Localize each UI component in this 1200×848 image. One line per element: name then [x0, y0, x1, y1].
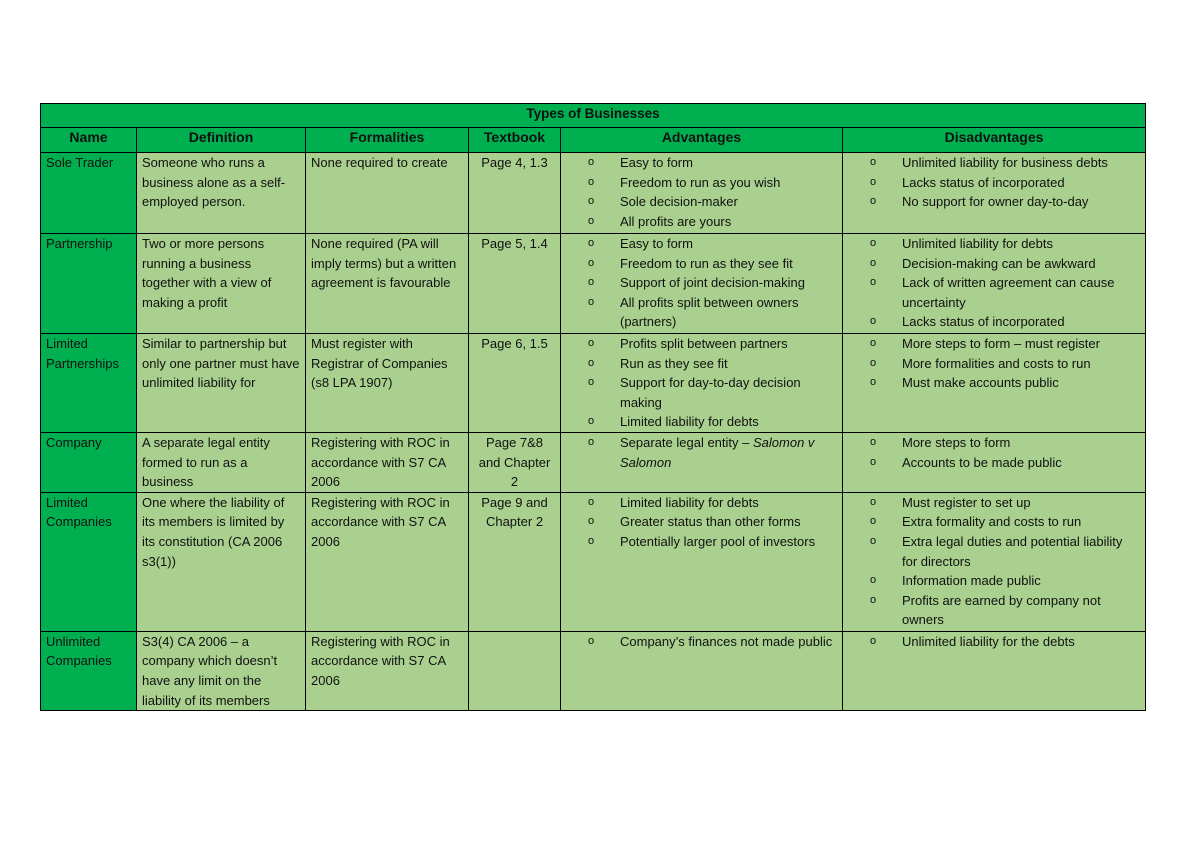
row-textbook-cell: Page 5, 1.4: [469, 234, 561, 334]
bullet-icon: o: [588, 195, 595, 208]
advantage-text: Freedom to run as they see fit: [620, 255, 793, 271]
row-textbook-cell: Page 4, 1.3: [469, 153, 561, 234]
disadvantage-text: Unlimited liability for business debts: [902, 155, 1108, 170]
bullet-icon: o: [588, 415, 595, 428]
disadvantage-text: Accounts to be made public: [902, 454, 1062, 470]
list-item: [566, 433, 837, 472]
header-textbook: Textbook: [469, 128, 561, 153]
advantages-list: [566, 334, 837, 432]
advantage-text: Potentially larger pool of investors: [620, 533, 816, 549]
bullet-icon: o: [870, 195, 877, 208]
list-item: [566, 153, 837, 173]
row-textbook-cell: [469, 631, 561, 710]
disadvantages-list: [848, 433, 1140, 472]
bullet-icon: o: [588, 237, 595, 249]
bullet-icon: o: [588, 534, 595, 547]
bullet-icon: o: [588, 214, 595, 227]
bullet-icon: o: [588, 156, 595, 168]
table-row: [41, 234, 1146, 334]
list-item: [566, 532, 837, 552]
advantage-text: Greater status than other forms: [620, 514, 801, 530]
disadvantage-text: Extra legal duties and potential liability for directors: [902, 533, 1123, 569]
advantages-list: [566, 632, 837, 652]
disadvantage-text: Must register to set up: [902, 494, 1031, 510]
row-advantages-cell: [561, 492, 843, 631]
row-name-cell: Limited Partnerships: [41, 334, 137, 433]
list-item: [848, 512, 1140, 532]
bullet-icon: o: [870, 276, 877, 289]
advantage-text: Limited liability for debts: [620, 414, 759, 430]
row-formalities-cell: Registering with ROC in accordance with S7 CA 2006: [306, 492, 469, 631]
advantages-list: [566, 234, 837, 332]
table-row: [41, 153, 1146, 234]
list-item: [848, 334, 1140, 354]
list-item: [848, 591, 1140, 630]
list-item: [848, 234, 1140, 254]
row-disadvantages-cell: [843, 492, 1146, 631]
bullet-icon: o: [870, 356, 877, 369]
bullet-icon: o: [870, 634, 877, 647]
list-item: [566, 412, 837, 432]
advantage-text: Easy to form: [620, 155, 693, 170]
list-item: [848, 532, 1140, 571]
row-textbook-cell: Page 9 and Chapter 2: [469, 492, 561, 631]
advantage-text: All profits split between owners (partners): [620, 294, 799, 330]
disadvantages-list: [848, 632, 1140, 652]
bullet-icon: o: [870, 495, 877, 508]
disadvantages-list: [848, 334, 1140, 393]
title-row: [41, 104, 1146, 128]
list-item: [566, 234, 837, 254]
list-item: [566, 354, 837, 374]
disadvantage-text: Information made public: [902, 573, 1041, 589]
bullet-icon: o: [870, 376, 877, 389]
disadvantages-list: [848, 234, 1140, 332]
row-advantages-cell: [561, 433, 843, 493]
row-advantages-cell: [561, 631, 843, 710]
list-item: [566, 212, 837, 232]
bullet-icon: o: [588, 276, 595, 289]
disadvantage-text: Unlimited liability for debts: [902, 236, 1054, 251]
disadvantage-text: Lacks status of incorporated: [902, 314, 1065, 330]
bullet-icon: o: [588, 515, 595, 528]
advantage-text: Support for day-to-day decision making: [620, 375, 801, 410]
list-item: [848, 571, 1140, 591]
list-item: [566, 493, 837, 513]
list-item: [848, 254, 1140, 274]
row-advantages-cell: [561, 234, 843, 334]
table-row: [41, 433, 1146, 493]
advantage-text: Company’s finances not made public: [620, 633, 833, 649]
disadvantage-text: Lack of written agreement can cause uncertainty: [902, 275, 1115, 310]
list-item: [566, 293, 837, 332]
list-item: [566, 512, 837, 532]
advantage-text: Support of joint decision-making: [620, 275, 805, 291]
row-formalities-cell: Must register with Registrar of Companies (s8 LPA 1907): [306, 334, 469, 433]
row-formalities-cell: Registering with ROC in accordance with S7 CA 2006: [306, 631, 469, 710]
row-formalities-cell: None required (PA will imply terms) but a written agreement is favourable: [306, 234, 469, 334]
header-row: [41, 128, 1146, 153]
advantage-text: Run as they see fit: [620, 355, 728, 371]
disadvantages-list: [848, 493, 1140, 630]
list-item: [848, 373, 1140, 393]
bullet-icon: o: [870, 515, 877, 528]
list-item: [848, 273, 1140, 312]
case-citation: Salomon v Salomon: [620, 435, 815, 470]
list-item: [566, 334, 837, 354]
bullet-icon: o: [588, 337, 595, 349]
list-item: [848, 153, 1140, 173]
row-definition-cell: One where the liability of its members is limited by its constitution (CA 2006 s3(1)): [137, 492, 306, 631]
list-item: [566, 273, 837, 293]
disadvantage-text: More formalities and costs to run: [902, 355, 1091, 371]
disadvantage-text: Must make accounts public: [902, 375, 1059, 391]
bullet-icon: o: [870, 237, 877, 249]
row-formalities-cell: None required to create: [306, 153, 469, 234]
table-title: Types of Businesses: [41, 104, 1146, 128]
list-item: [848, 453, 1140, 473]
row-formalities-cell: Registering with ROC in accordance with S7 CA 2006: [306, 433, 469, 493]
bullet-icon: o: [588, 175, 595, 188]
bullet-icon: o: [588, 376, 595, 389]
row-advantages-cell: [561, 334, 843, 433]
disadvantage-text: Unlimited liability for the debts: [902, 633, 1075, 649]
row-definition-cell: Someone who runs a business alone as a self-employed person.: [137, 153, 306, 234]
advantage-text: All profits are yours: [620, 213, 732, 229]
bullet-icon: o: [870, 337, 877, 349]
table-row: [41, 492, 1146, 631]
disadvantage-text: Extra formality and costs to run: [902, 514, 1082, 530]
bullet-icon: o: [870, 256, 877, 269]
bullet-icon: o: [870, 593, 877, 606]
disadvantage-text: More steps to form – must register: [902, 336, 1100, 351]
bullet-icon: o: [588, 634, 595, 647]
list-item: [566, 254, 837, 274]
disadvantage-text: More steps to form: [902, 435, 1011, 450]
bullet-icon: o: [870, 315, 877, 328]
row-textbook-cell: Page 6, 1.5: [469, 334, 561, 433]
header-disadvantages: Disadvantages: [843, 128, 1146, 153]
advantage-text: Sole decision-maker: [620, 194, 738, 210]
row-definition-cell: A separate legal entity formed to run as a business: [137, 433, 306, 493]
list-item: [848, 493, 1140, 513]
row-disadvantages-cell: [843, 153, 1146, 234]
advantage-text: Separate legal entity –: [620, 435, 753, 450]
row-textbook-cell: Page 7&8 and Chapter 2: [469, 433, 561, 493]
disadvantages-list: [848, 153, 1140, 212]
row-name-cell: Unlimited Companies: [41, 631, 137, 710]
row-name-cell: Partnership: [41, 234, 137, 334]
row-name-cell: Company: [41, 433, 137, 493]
row-disadvantages-cell: [843, 334, 1146, 433]
list-item: [848, 354, 1140, 374]
row-definition-cell: S3(4) CA 2006 – a company which doesn’t have any limit on the liability of its members: [137, 631, 306, 710]
row-advantages-cell: [561, 153, 843, 234]
advantage-text: Freedom to run as you wish: [620, 174, 781, 190]
header-name: Name: [41, 128, 137, 153]
bullet-icon: o: [870, 175, 877, 188]
table-row: [41, 631, 1146, 710]
list-item: [566, 192, 837, 212]
list-item: [848, 173, 1140, 193]
disadvantage-text: No support for owner day-to-day: [902, 194, 1089, 210]
advantage-text: Easy to form: [620, 236, 693, 251]
header-formalities: Formalities: [306, 128, 469, 153]
row-definition-cell: Two or more persons running a business together with a view of making a profit: [137, 234, 306, 334]
list-item: [848, 433, 1140, 453]
list-item: [848, 312, 1140, 332]
advantages-list: [566, 153, 837, 231]
header-definition: Definition: [137, 128, 306, 153]
list-item: [566, 173, 837, 193]
advantages-list: [566, 493, 837, 552]
disadvantage-text: Lacks status of incorporated: [902, 174, 1065, 190]
table-row: [41, 334, 1146, 433]
bullet-icon: o: [588, 356, 595, 369]
list-item: [848, 632, 1140, 652]
advantage-text: Profits split between partners: [620, 336, 788, 351]
bullet-icon: o: [870, 574, 877, 587]
row-name-cell: Limited Companies: [41, 492, 137, 631]
bullet-icon: o: [588, 436, 595, 448]
row-disadvantages-cell: [843, 631, 1146, 710]
types-of-businesses-table: [40, 103, 1146, 711]
list-item: [566, 632, 837, 652]
bullet-icon: o: [588, 495, 595, 508]
header-advantages: Advantages: [561, 128, 843, 153]
bullet-icon: o: [588, 295, 595, 308]
disadvantage-text: Decision-making can be awkward: [902, 255, 1096, 271]
advantages-list: [566, 433, 837, 472]
bullet-icon: o: [588, 256, 595, 269]
list-item: [848, 192, 1140, 212]
bullet-icon: o: [870, 534, 877, 547]
row-disadvantages-cell: [843, 234, 1146, 334]
row-name-cell: Sole Trader: [41, 153, 137, 234]
row-definition-cell: Similar to partnership but only one partner must have unlimited liability for: [137, 334, 306, 433]
bullet-icon: o: [870, 436, 877, 448]
list-item: [566, 373, 837, 412]
advantage-text: Limited liability for debts: [620, 494, 759, 510]
bullet-icon: o: [870, 455, 877, 468]
disadvantage-text: Profits are earned by company not owners: [902, 592, 1101, 628]
row-disadvantages-cell: [843, 433, 1146, 493]
bullet-icon: o: [870, 156, 877, 168]
